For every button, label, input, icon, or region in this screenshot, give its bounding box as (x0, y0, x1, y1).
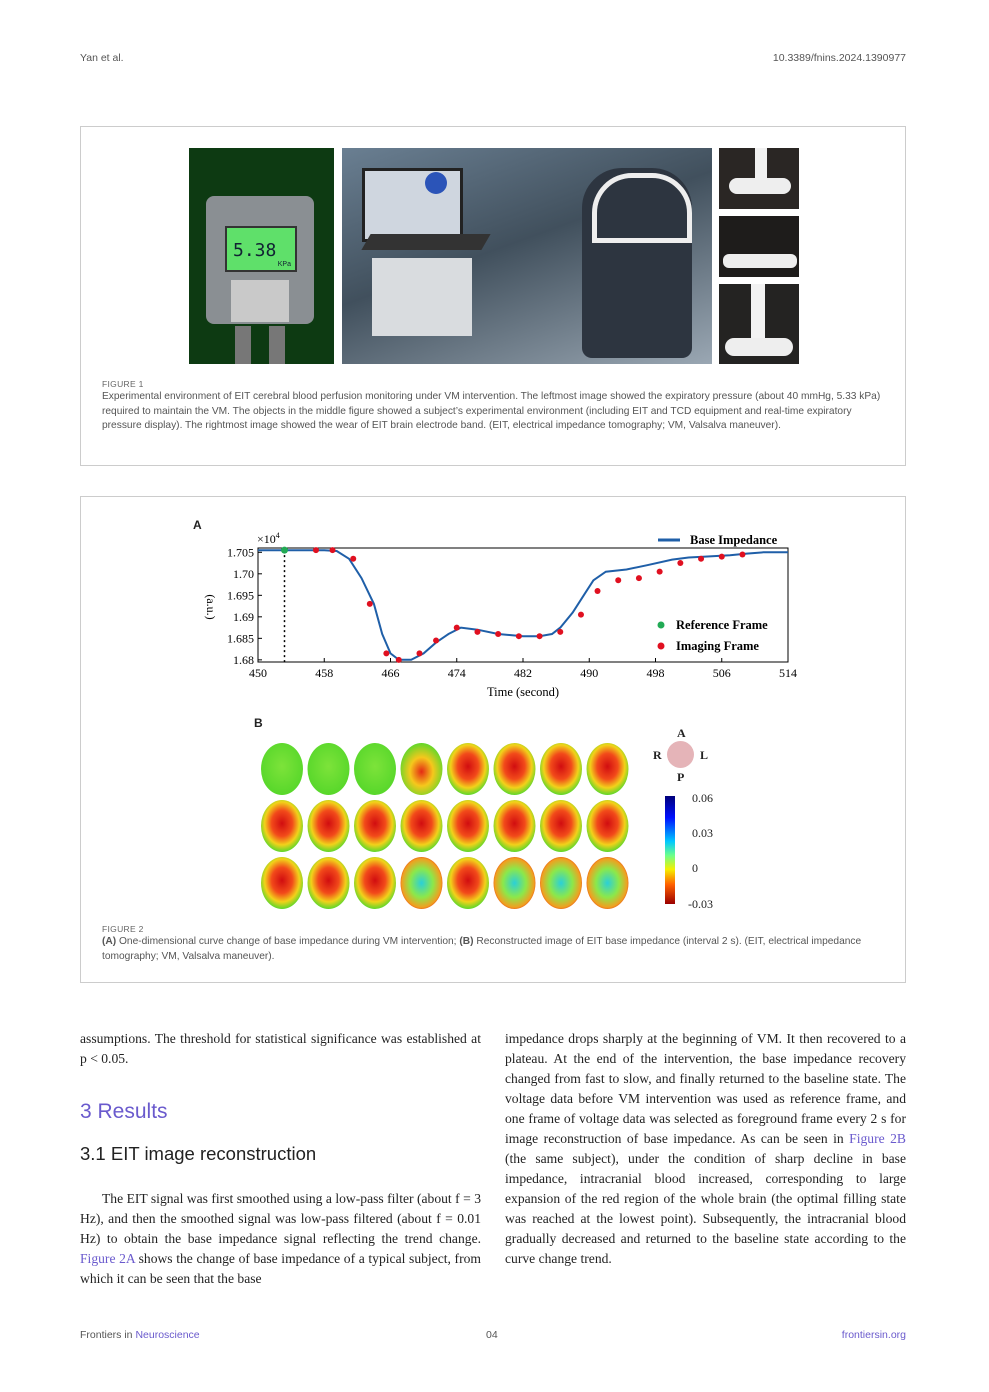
x-tick-label: 490 (580, 666, 599, 680)
running-header-doi: 10.3389/fnins.2024.1390977 (772, 52, 906, 64)
imaging-frame-point (350, 556, 356, 562)
imaging-frame-point (677, 560, 683, 566)
imaging-frame-point (330, 547, 336, 553)
eit-frame-image (354, 743, 396, 795)
imaging-frame-point (537, 633, 543, 639)
imaging-frame-point (578, 612, 584, 618)
experiment-setup-photo (342, 148, 712, 364)
legend-swatch-imaging-frame (658, 643, 665, 650)
eit-frame-image (401, 857, 443, 909)
left-column-body (80, 1189, 481, 1289)
footer-site-link[interactable]: frontiersin.org (841, 1329, 906, 1341)
orientation-posterior: P (677, 770, 685, 784)
imaging-frame-point (557, 629, 563, 635)
pressure-gauge-photo (189, 148, 334, 364)
caption-tag-b: (B) (459, 936, 474, 947)
eit-frame-image (401, 800, 443, 852)
imaging-frame-point (516, 633, 522, 639)
figure-2b-link[interactable]: Figure 2B (849, 1131, 906, 1146)
eit-frame-image (587, 743, 629, 795)
x-tick-label: 514 (779, 666, 797, 680)
imaging-frame-point (396, 657, 402, 663)
y-tick-label: 1.695 (227, 588, 254, 603)
y-tick-label: 1.685 (227, 631, 254, 646)
eit-frame-image (540, 857, 582, 909)
caption-tag-a: (A) (102, 936, 117, 947)
panel-a-label: A (193, 518, 202, 532)
imaging-frame-point (719, 554, 725, 560)
section-heading: 3 Results (80, 1100, 168, 1123)
x-multiplier: $\times 10^4$ (257, 531, 280, 546)
eit-frame-image (494, 800, 536, 852)
eit-frame-image (540, 800, 582, 852)
imaging-frame-point (313, 547, 319, 553)
legend-label-reference-frame: Reference Frame (676, 618, 768, 632)
eit-image-grid (259, 740, 659, 912)
imaging-frame-point (454, 625, 460, 631)
caption-text-b: Reconstructed image of EIT base impedance (interval 2 s). (EIT, electrical impedance tomography; VM, Valsalva maneuver). (102, 936, 862, 962)
colorbar (665, 796, 675, 904)
y-tick-label: 1.705 (227, 545, 254, 560)
x-tick-label: 482 (514, 666, 532, 680)
colorbar-tick-1: 0.06 (692, 791, 713, 805)
paragraph-impedance-text-1: impedance drops sharply at the beginning of VM. It then recovered to a plateau. At the end of the intervention, the base impedance recovery changed from fast to slow, and finally returned to the baseline state. The voltage data before VM intervention was used as reference frame, and one frame of voltage data was selected as foreground frame every 2 s for image reconstruction of base impedance. As can be seen in (505, 1031, 906, 1146)
paragraph-eit-signal-text-2: shows the change of base impedance of a typical subject, from which it can be seen that the base (80, 1251, 481, 1286)
imaging-frame-point (615, 577, 621, 583)
imaging-frame-point (657, 569, 663, 575)
imaging-frame-point (383, 650, 389, 656)
reference-frame-point (281, 547, 288, 554)
figure-2a-link[interactable]: Figure 2A (80, 1251, 135, 1266)
paragraph-impedance-text-2: (the same subject), under the condition of sharp decline in base impedance, intracranial blood increased, corresponding to large expansion of the red region of the whole brain (the optimal filling state was reached at the lowest point). Subsequently, the intracranial blood gradually decreased and returned to the baseline state according to the curve change trend. (505, 1151, 906, 1266)
paragraph-eit-signal (80, 1189, 481, 1289)
y-tick-label: 1.70 (233, 566, 254, 581)
eit-frame-image (587, 857, 629, 909)
y-tick-label: 1.69 (233, 609, 254, 624)
figure-2-label: FIGURE 2 (102, 924, 144, 934)
figure-1 (80, 126, 906, 466)
imaging-frame-point (595, 588, 601, 594)
paragraph-statistics: assumptions. The threshold for statistical significance was established at p < 0.05. (80, 1031, 481, 1066)
imaging-frame-point (495, 631, 501, 637)
panel-b-label: B (254, 716, 263, 730)
orientation-anterior: A (677, 726, 686, 740)
x-tick-label: 450 (249, 666, 267, 680)
eit-frame-image (308, 800, 350, 852)
y-tick-label: 1.68 (233, 652, 254, 667)
eit-frame-image (354, 857, 396, 909)
left-column-top (80, 1029, 481, 1069)
figure-2 (80, 496, 906, 983)
x-tick-label: 458 (315, 666, 334, 680)
eit-frame-image (354, 800, 396, 852)
x-tick-label: 474 (447, 666, 466, 680)
imaging-frame-point (433, 637, 439, 643)
legend-label-imaging-frame: Imaging Frame (676, 639, 759, 653)
eit-frame-image (587, 800, 629, 852)
colorbar-tick-3: 0 (692, 861, 698, 875)
y-axis-label: (a.u.) (204, 594, 218, 620)
eit-frame-image (261, 800, 303, 852)
electrode-band-back-photo (719, 284, 799, 364)
electrode-band-side-photo (719, 216, 799, 277)
x-tick-label: 498 (646, 666, 665, 680)
running-header-authors: Yan et al. (80, 52, 124, 64)
paragraph-eit-signal-text-1: The EIT signal was first smoothed using a low-pass filter (about f = 3 Hz), and then the smoothed signal was low-pass filtered (about f = 0.01 Hz) to obtain the base impedance signal reflecting the trend change. (80, 1191, 481, 1246)
figure-1-label: FIGURE 1 (102, 379, 144, 389)
eit-frame-image (308, 857, 350, 909)
imaging-frame-point (474, 629, 480, 635)
eit-frame-image (261, 857, 303, 909)
imaging-frame-point (698, 556, 704, 562)
caption-text-a: One-dimensional curve change of base impedance during VM intervention; (116, 936, 460, 947)
gauge-unit: KPa (277, 261, 291, 268)
paragraph-impedance (505, 1029, 906, 1269)
imaging-frame-point (367, 601, 373, 607)
x-axis-label: Time (second) (486, 685, 560, 699)
eit-frame-image (447, 743, 489, 795)
eit-frame-image (447, 857, 489, 909)
eit-frame-image (401, 743, 443, 795)
orientation-right: R (653, 748, 662, 762)
right-column (505, 1029, 906, 1269)
eit-frame-image (494, 743, 536, 795)
orientation-head-circle (667, 741, 694, 768)
legend-label-base-impedance: Base Impedance (690, 533, 778, 547)
imaging-frame-point (636, 575, 642, 581)
electrode-band-front-photo (719, 148, 799, 209)
figure-1-caption: Experimental environment of EIT cerebral blood perfusion monitoring under VM intervention. The leftmost image showed the expiratory pressure (about 40 mmHg, 5.33 kPa) required to maintain the VM. The objects in the middle figure showed a subject’s experimental environment (including EIT and TCD equipment and real-time expiratory pressure display). The rightmost image showed the wear of EIT brain electrode band. (EIT, electrical impedance tomography; VM, Valsalva maneuver). (102, 391, 881, 431)
eit-frame-image (447, 800, 489, 852)
legend-swatch-reference-frame (658, 622, 665, 629)
x-tick-label: 506 (712, 666, 731, 680)
imaging-frame-point (739, 551, 745, 557)
eit-frame-image (494, 857, 536, 909)
footer-journal-link[interactable]: Neuroscience (135, 1329, 200, 1341)
eit-frame-image (540, 743, 582, 795)
gauge-reading: 5.38 (233, 240, 277, 261)
colorbar-tick-4: -0.03 (688, 897, 713, 911)
footer-journal-prefix: Frontiers in (80, 1329, 136, 1341)
imaging-frame-point (416, 650, 422, 656)
eit-frame-image (261, 743, 303, 795)
figure-2-caption (102, 935, 882, 964)
footer-journal (80, 1329, 200, 1341)
eit-frame-image (308, 743, 350, 795)
subsection-heading: 3.1 EIT image reconstruction (80, 1143, 317, 1164)
orientation-left: L (700, 748, 709, 762)
colorbar-tick-2: 0.03 (692, 826, 713, 840)
base-impedance-chart (81, 525, 907, 735)
x-tick-label: 466 (381, 666, 400, 680)
footer-page-number: 04 (486, 1329, 498, 1341)
